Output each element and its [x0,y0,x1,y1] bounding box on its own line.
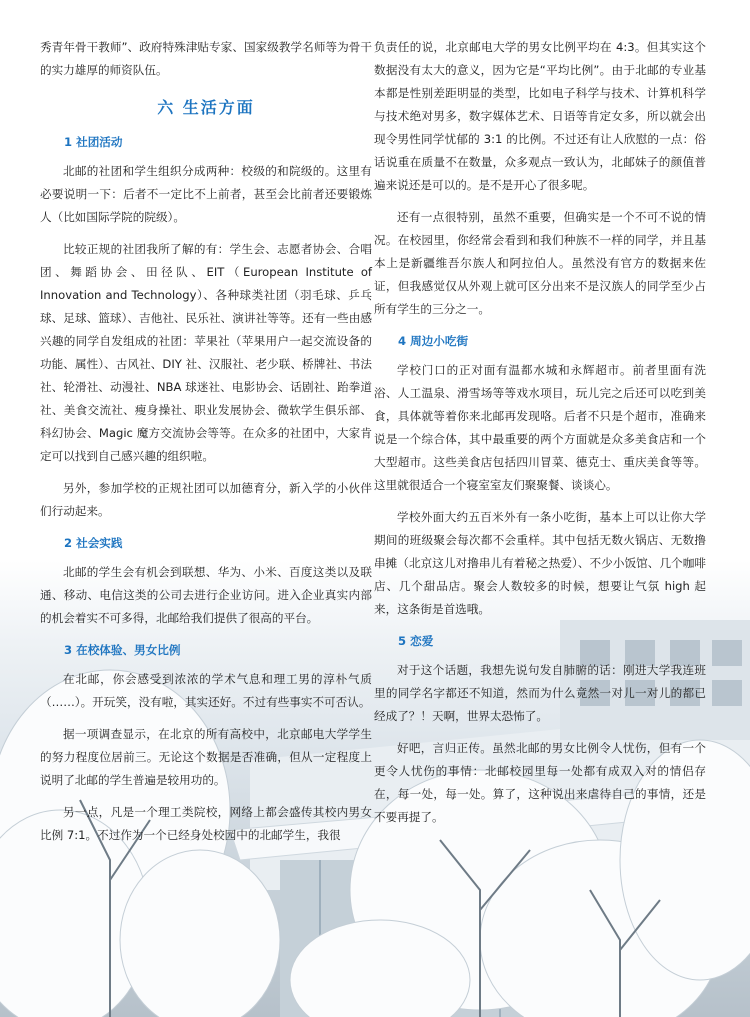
social-practice-paragraph: 北邮的学生会有机会到联想、华为、小米、百度这类以及联通、移动、电信这类的公司去进行企业访问。进入企业真实内部的机会着实不可多得，北邮给我们提供了很高的平台。 [40,565,372,625]
subheading-snack-street: 4 周边小吃街 [398,334,469,348]
subheading-social-practice: 2 社会实践 [64,536,123,550]
right-column [374,36,706,838]
subheading-campus-experience: 3 在校体验、男女比例 [64,643,181,657]
section-title-life: 六 生活方面 [157,98,255,117]
left-column [40,36,372,856]
subheading-clubs: 1 社团活动 [64,135,123,149]
snack-paragraph-1: 学校门口的正对面有温都水城和永辉超市。前者里面有洗浴、人工温泉、滑雪场等等戏水项目，玩儿完之后还可以吃到美食，具体就等着你来北邮再发现咯。后者不只是个超市，准确来说是一个综合体，其中最重要的两个方面就是众多美食店和一个大型超市。这些美食店包括四川冒菜、德克士、重庆美食等等。这里就很适合一个寝室室友们聚聚餐、谈谈心。 [374,363,706,492]
ethnic-paragraph: 还有一点很特别，虽然不重要，但确实是一个不可不说的情况。在校园里，你经常会看到和我们种族不一样的同学，并且基本上是新疆维吾尔族人和阿拉伯人。虽然没有官方的数据来佐证，但我感觉仅从外观上就可区分出来不是汉族人的同学至少占所有学生的三分之一。 [374,210,706,316]
campus-paragraph-3: 另一点，凡是一个理工类院校，网络上都会盛传其校内男女比例 7:1。不过作为一个已经身处校园中的北邮学生，我很 [40,805,372,842]
clubs-paragraph-3: 另外，参加学校的正规社团可以加德育分，新入学的小伙伴们行动起来。 [40,481,372,518]
romance-paragraph-1: 对于这个话题，我想先说句发自肺腑的话：刚进大学我连班里的同学名字都还不知道，然而为什么竟然一对儿一对儿的都已经成了？！天啊，世界太恐怖了。 [374,663,706,723]
romance-paragraph-2: 好吧，言归正传。虽然北邮的男女比例令人忧伤，但有一个更令人忧伤的事情：北邮校园里每一处都有成双入对的情侣存在，每一处，每一处。算了，这种说出来虐待自己的事情，还是不要再提了。 [374,741,706,824]
campus-paragraph-2: 据一项调查显示，在北京的所有高校中，北京邮电大学学生的努力程度位居前三。无论这个数据是否准确，但从一定程度上说明了北邮的学生普遍是较用功的。 [40,727,372,787]
campus-paragraph-1: 在北邮，你会感受到浓浓的学术气息和理工男的淳朴气质（……）。开玩笑，没有啦，其实还好。不过有些事实不可否认。 [40,672,372,709]
clubs-paragraph-1: 北邮的社团和学生组织分成两种：校级的和院级的。这里有必要说明一下：后者不一定比不上前者，甚至会比前者还要锻炼人（比如国际学院的院级）。 [40,164,372,224]
right-continued-paragraph: 负责任的说，北京邮电大学的男女比例平均在 4:3。但其实这个数据没有太大的意义，因为它是“平均比例”。由于北邮的专业基本都是性别差距明显的类型，比如电子科学与技术、计算机科学与技术绝对男多，数字媒体艺术、日语等肯定女多，所以就会出现令男性同学忧郁的 3:1 的比例。不过还有让人欣慰的一点：俗话说重在质量不在数量，众多观点一致认为，北邮妹子的颜值普遍来说还是可以的。是不是开心了很多呢。 [374,40,706,192]
snack-paragraph-2: 学校外面大约五百米外有一条小吃街，基本上可以让你大学期间的班级聚会每次都不会重样。其中包括无数火锅店、无数撸串摊（北京这儿对撸串儿有着秘之热爱）、不少小饭馆、几个咖啡店、几个甜品店。聚会人数较多的时候，想要让气氛 high 起来，这条街是首选哦。 [374,510,706,616]
clubs-paragraph-2: 比较正规的社团我所了解的有：学生会、志愿者协会、合唱团、舞蹈协会、田径队、EIT（European Institute of Innovation and Technology）、各种球类社团（羽毛球、乒乓球、足球、篮球）、吉他社、民乐社、演讲社等等。还有一些由感兴趣的同学自发组成的社团：苹果社（苹果用户一起交流设备的功能、属性）、古风社、DIY 社、汉服社、老少联、桥牌社、书法社、轮滑社、动漫社、NBA 球迷社、电影协会、话剧社、跆拳道社、美食交流社、瘦身操社、职业发展协会、微软学生俱乐部、科幻协会、Magic 魔方交流协会等等。在众多的社团中，大家肯定可以找到自己感兴趣的组织啦。 [40,242,372,463]
subheading-romance: 5 恋爱 [398,634,434,648]
left-continued-paragraph: 秀青年骨干教师”、政府特殊津贴专家、国家级教学名师等为骨干的实力雄厚的师资队伍。 [40,40,372,77]
